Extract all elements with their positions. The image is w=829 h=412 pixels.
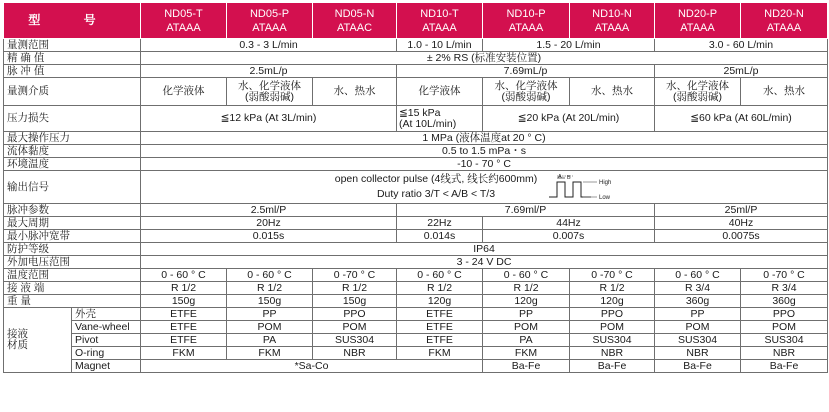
cell: 40Hz	[655, 217, 828, 230]
cell: 25mL/p	[655, 65, 828, 78]
model-suffix: ATAAA	[166, 21, 201, 34]
row-pulse	[4, 65, 828, 78]
cell: 7.69ml/P	[397, 204, 655, 217]
output-text	[335, 172, 538, 202]
cell-line: 水、化学液体	[666, 79, 729, 92]
row-accuracy	[4, 52, 828, 65]
cell: 0 - 60 ° C	[397, 269, 483, 282]
cell: FKM	[397, 347, 483, 360]
cell: 2.5ml/P	[141, 204, 397, 217]
model-suffix: ATAAA	[508, 21, 544, 34]
part-label: O-ring	[72, 347, 141, 360]
cell	[227, 78, 313, 106]
cell-line: (弱酸弱碱)	[245, 90, 294, 103]
row-label: 外加电压范围	[4, 256, 141, 269]
model-code: ND05-N	[334, 7, 375, 20]
part-label: Magnet	[72, 360, 141, 373]
cell: PA	[227, 334, 313, 347]
cell: 水、热水	[313, 78, 397, 106]
cell: 3.0 - 60 L/min	[655, 39, 828, 52]
cell: R 1/2	[397, 282, 483, 295]
header-title	[4, 3, 141, 39]
row-pressure-loss	[4, 106, 828, 132]
row-range	[4, 39, 828, 52]
row-label: 环境温度	[4, 158, 141, 171]
row-temp-range	[4, 269, 828, 282]
row-label: 防护等级	[4, 243, 141, 256]
row-label: 输出信号	[4, 171, 141, 204]
cell: ETFE	[397, 321, 483, 334]
row-label: 精 确 值	[4, 52, 141, 65]
row-output	[4, 171, 828, 204]
cell: R 1/2	[227, 282, 313, 295]
row-material-housing	[4, 308, 828, 321]
row-material-oring	[4, 347, 828, 360]
cell: ETFE	[141, 321, 227, 334]
wave-high-label: High	[599, 180, 612, 186]
model-suffix: ATAAA	[680, 21, 715, 34]
row-label: 最大周期	[4, 217, 141, 230]
cell: NBR	[741, 347, 828, 360]
cell: 1.0 - 10 L/min	[397, 39, 483, 52]
row-label: 量测介质	[4, 78, 141, 106]
cell: ETFE	[141, 308, 227, 321]
pulse-waveform-icon	[547, 172, 633, 202]
cell: 2.5mL/p	[141, 65, 397, 78]
row-label: 量测范围	[4, 39, 141, 52]
cell: ≦20 kPa (At 20L/min)	[483, 106, 655, 132]
cell: Ba-Fe	[483, 360, 570, 373]
cell: ± 2% RS (标准安装位置)	[141, 52, 828, 65]
cell: 0 -70 ° C	[741, 269, 828, 282]
materials-label-line: 材质	[7, 339, 28, 351]
cell: 0.0075s	[655, 230, 828, 243]
wave-a-label: A	[558, 174, 562, 180]
row-viscosity	[4, 145, 828, 158]
cell: NBR	[313, 347, 397, 360]
cell: 0.007s	[483, 230, 655, 243]
cell: 0 -70 ° C	[570, 269, 655, 282]
cell: PPO	[741, 308, 828, 321]
cell: 150g	[313, 295, 397, 308]
row-material-magnet	[4, 360, 828, 373]
cell: IP64	[141, 243, 828, 256]
cell: 120g	[570, 295, 655, 308]
cell: 1.5 - 20 L/min	[483, 39, 655, 52]
model-col-7	[655, 3, 741, 39]
cell: PP	[483, 308, 570, 321]
model-suffix: ATAAA	[252, 21, 287, 34]
cell: R 1/2	[313, 282, 397, 295]
cell	[655, 78, 741, 106]
model-col-5	[483, 3, 570, 39]
model-code: ND10-P	[506, 7, 546, 20]
output-line: open collector pulse (4线式, 线长约600mm)	[334, 173, 538, 185]
cell: 0.015s	[141, 230, 397, 243]
model-suffix: ATAAA	[594, 21, 630, 34]
row-label: 重 量	[4, 295, 141, 308]
part-label: Vane-wheel	[72, 321, 141, 334]
cell: 0.3 - 3 L/min	[141, 39, 397, 52]
cell: 0 - 60 ° C	[141, 269, 227, 282]
wave-low-label: Low	[599, 195, 611, 201]
cell: 水、热水	[741, 78, 828, 106]
cell: Ba-Fe	[570, 360, 655, 373]
row-label: 脉 冲 值	[4, 65, 141, 78]
cell: PP	[227, 308, 313, 321]
cell: 0 - 60 ° C	[227, 269, 313, 282]
row-ambient	[4, 158, 828, 171]
cell	[397, 106, 483, 132]
cell: FKM	[227, 347, 313, 360]
cell-line: ≦15 kPa	[399, 106, 441, 119]
cell: POM	[741, 321, 828, 334]
cell: R 1/2	[141, 282, 227, 295]
cell: 120g	[483, 295, 570, 308]
cell	[483, 78, 570, 106]
row-label: 流体黏度	[4, 145, 141, 158]
cell: 0 - 60 ° C	[483, 269, 570, 282]
part-label: Pivot	[72, 334, 141, 347]
part-label: 外壳	[72, 308, 141, 321]
row-protection	[4, 243, 828, 256]
row-label: 温度范围	[4, 269, 141, 282]
cell: FKM	[141, 347, 227, 360]
row-material-pivot	[4, 334, 828, 347]
cell: Ba-Fe	[655, 360, 741, 373]
row-port	[4, 282, 828, 295]
cell: 0 - 60 ° C	[655, 269, 741, 282]
cell: POM	[570, 321, 655, 334]
cell: R 3/4	[741, 282, 828, 295]
row-pulse-param	[4, 204, 828, 217]
header-row	[4, 3, 828, 39]
header-title-text: 型 号	[28, 13, 116, 27]
row-label: 最大操作压力	[4, 132, 141, 145]
row-label: 最小脉冲宽带	[4, 230, 141, 243]
model-col-2	[227, 3, 313, 39]
cell: SUS304	[655, 334, 741, 347]
row-label: 接 液 端	[4, 282, 141, 295]
cell: 0.014s	[397, 230, 483, 243]
model-suffix: ATAAC	[336, 21, 373, 34]
cell: POM	[313, 321, 397, 334]
cell: 150g	[141, 295, 227, 308]
cell-line: (At 10L/min)	[399, 117, 457, 130]
cell: 150g	[227, 295, 313, 308]
row-material-vane	[4, 321, 828, 334]
row-max-freq	[4, 217, 828, 230]
cell: 化学液体	[397, 78, 483, 106]
output-content	[143, 172, 825, 202]
model-suffix: ATAAA	[422, 21, 457, 34]
spec-table	[3, 2, 828, 373]
cell: ≦60 kPa (At 60L/min)	[655, 106, 828, 132]
model-code: ND05-T	[164, 7, 203, 20]
model-col-1	[141, 3, 227, 39]
cell: FKM	[483, 347, 570, 360]
model-col-4	[397, 3, 483, 39]
cell: 化学液体	[141, 78, 227, 106]
model-code: ND20-N	[764, 7, 804, 20]
cell: -10 - 70 ° C	[141, 158, 828, 171]
row-weight	[4, 295, 828, 308]
cell: SUS304	[570, 334, 655, 347]
cell: 360g	[655, 295, 741, 308]
cell: R 1/2	[483, 282, 570, 295]
cell: POM	[483, 321, 570, 334]
cell: 水、热水	[570, 78, 655, 106]
cell: ETFE	[141, 334, 227, 347]
cell-line: (弱酸弱碱)	[501, 90, 551, 103]
row-voltage	[4, 256, 828, 269]
cell: PA	[483, 334, 570, 347]
cell: ≦12 kPa (At 3L/min)	[141, 106, 397, 132]
model-code: ND10-N	[592, 7, 632, 20]
cell-line: 水、化学液体	[238, 79, 301, 92]
cell: R 3/4	[655, 282, 741, 295]
cell-line: (弱酸弱碱)	[673, 90, 722, 103]
cell: 25ml/P	[655, 204, 828, 217]
model-code: ND10-T	[420, 7, 459, 20]
cell: R 1/2	[570, 282, 655, 295]
cell: NBR	[570, 347, 655, 360]
cell: *Sa-Co	[141, 360, 483, 373]
row-label: 脉冲参数	[4, 204, 141, 217]
cell-line: 水、化学液体	[494, 79, 558, 92]
cell: ETFE	[397, 334, 483, 347]
materials-label-line: 接液	[7, 328, 28, 340]
materials-label	[4, 308, 72, 373]
cell: 0.5 to 1.5 mPa・s	[141, 145, 828, 158]
cell: 120g	[397, 295, 483, 308]
cell: PPO	[313, 308, 397, 321]
model-code: ND20-P	[677, 7, 718, 20]
cell: 20Hz	[141, 217, 397, 230]
cell: SUS304	[313, 334, 397, 347]
cell: 0 -70 ° C	[313, 269, 397, 282]
cell: 44Hz	[483, 217, 655, 230]
cell: 360g	[741, 295, 828, 308]
cell: NBR	[655, 347, 741, 360]
model-col-3	[313, 3, 397, 39]
output-line: Duty ratio 3/T < A/B < T/3	[376, 188, 496, 200]
output-cell	[141, 171, 828, 204]
wave-b-label: B	[567, 175, 571, 181]
cell: 7.69mL/p	[397, 65, 655, 78]
row-label: 压力损失	[4, 106, 141, 132]
cell: Ba-Fe	[741, 360, 828, 373]
cell: POM	[227, 321, 313, 334]
model-col-6	[570, 3, 655, 39]
cell: POM	[655, 321, 741, 334]
row-media	[4, 78, 828, 106]
cell: 22Hz	[397, 217, 483, 230]
model-suffix: ATAAA	[766, 21, 802, 34]
cell: 3 - 24 V DC	[141, 256, 828, 269]
cell: PPO	[570, 308, 655, 321]
cell: ETFE	[397, 308, 483, 321]
row-min-width	[4, 230, 828, 243]
cell: PP	[655, 308, 741, 321]
model-code: ND05-P	[249, 7, 290, 20]
cell: SUS304	[741, 334, 828, 347]
model-col-8	[741, 3, 828, 39]
cell: 1 MPa (液体温度at 20 ° C)	[141, 132, 828, 145]
row-max-pressure	[4, 132, 828, 145]
